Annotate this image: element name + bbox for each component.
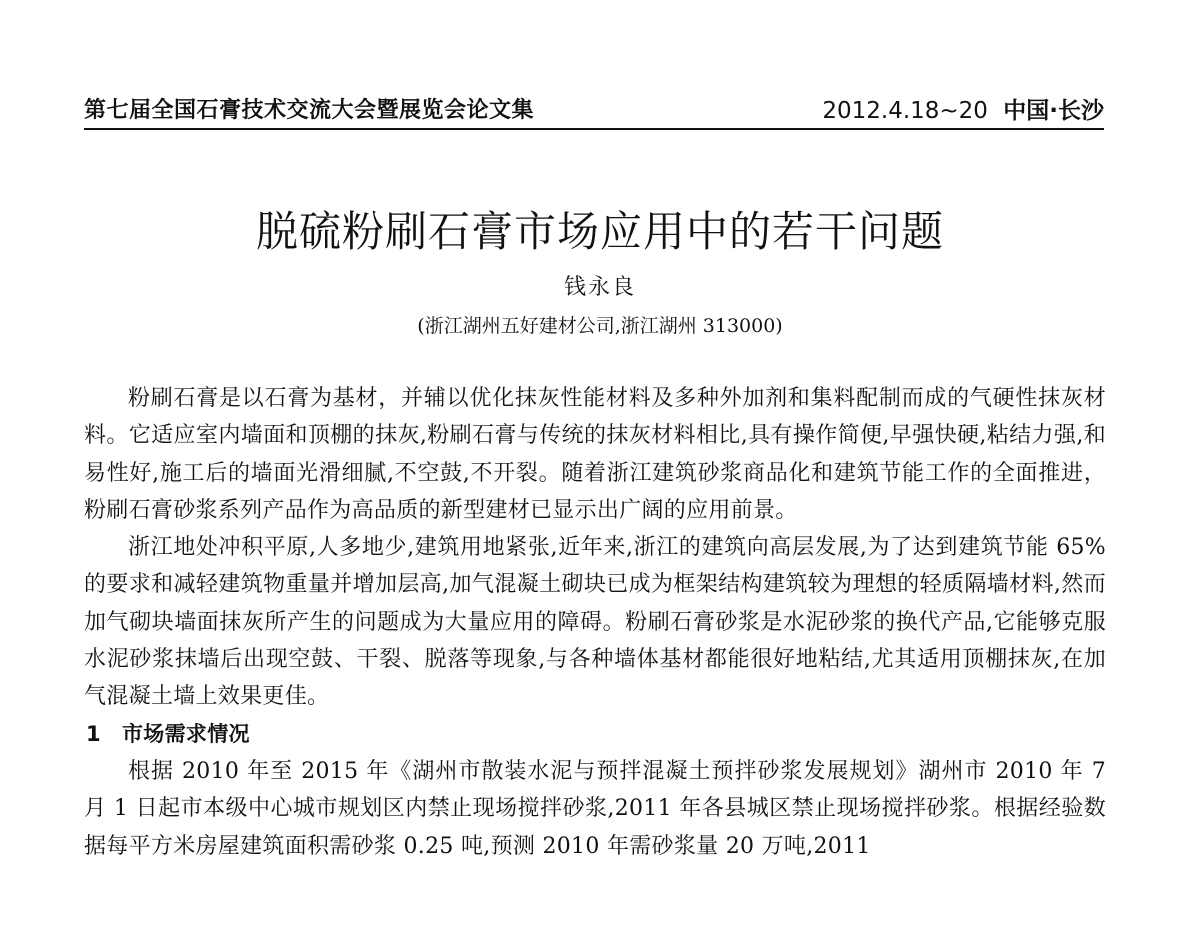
body-paragraph-1: 粉刷石膏是以石膏为基材，并辅以优化抹灰性能材料及多种外加剂和集料配制而成的气硬性抹灰材料。它适应室内墙面和顶棚的抹灰,粉刷石膏与传统的抹灰材料相比,具有操作简便,早强快硬,粘结力强,和易性好,施工后的墙面光滑细腻,不空鼓,不开裂。随着浙江建筑砂浆商品化和建筑节能工作的全面推进，粉刷石膏砂浆系列产品作为高品质的新型建材已显示出广阔的应用前景。 bbox=[84, 386, 1106, 523]
running-header bbox=[84, 96, 1104, 130]
proceedings-title: 第七届全国石膏技术交流大会暨展览会论文集 bbox=[84, 98, 535, 123]
body-paragraph-3: 根据 2010 年至 2015 年《湖州市散装水泥与预拌混凝土预拌砂浆发展规划》湖州市 2010 年 7 月 1 日起市本级中心城市规划区内禁止现场搅拌砂浆,2011 年各县城区禁止现场搅拌砂浆。根据经验数据每平方米房屋建筑面积需砂浆 0.25 吨,预测 2010 年需砂浆量 20 万吨,2011 bbox=[84, 758, 1106, 859]
article-body bbox=[84, 380, 1106, 865]
author-affiliation: (浙江湖州五好建材公司,浙江湖州 313000) bbox=[417, 315, 783, 337]
section-title: 市场需求情况 bbox=[122, 721, 250, 746]
conference-location: 中国·长沙 bbox=[1003, 98, 1104, 124]
section-number: 1 bbox=[86, 721, 101, 746]
conference-date: 2012.4.18~20 bbox=[822, 98, 988, 124]
article-title: 脱硫粉刷石膏市场应用中的若干问题 bbox=[255, 207, 944, 256]
conference-date-location bbox=[822, 97, 1104, 125]
section-heading-1 bbox=[84, 716, 1106, 753]
body-paragraph-2: 浙江地处冲积平原,人多地少,建筑用地紧张,近年来,浙江的建筑向高层发展,为了达到建筑节能 65%的要求和减轻建筑物重量并增加层高,加气混凝土砌块已成为框架结构建筑较为理想的轻质隔墙材料,然而加气砌块墙面抹灰所产生的问题成为大量应用的障碍。粉刷石膏砂浆是水泥砂浆的换代产品,它能够克服水泥砂浆抹墙后出现空鼓、干裂、脱落等现象,与各种墙体基材都能很好地粘结,尤其适用顶棚抹灰,在加气混凝土墙上效果更佳。 bbox=[84, 535, 1106, 710]
article-author: 钱永良 bbox=[563, 275, 636, 300]
